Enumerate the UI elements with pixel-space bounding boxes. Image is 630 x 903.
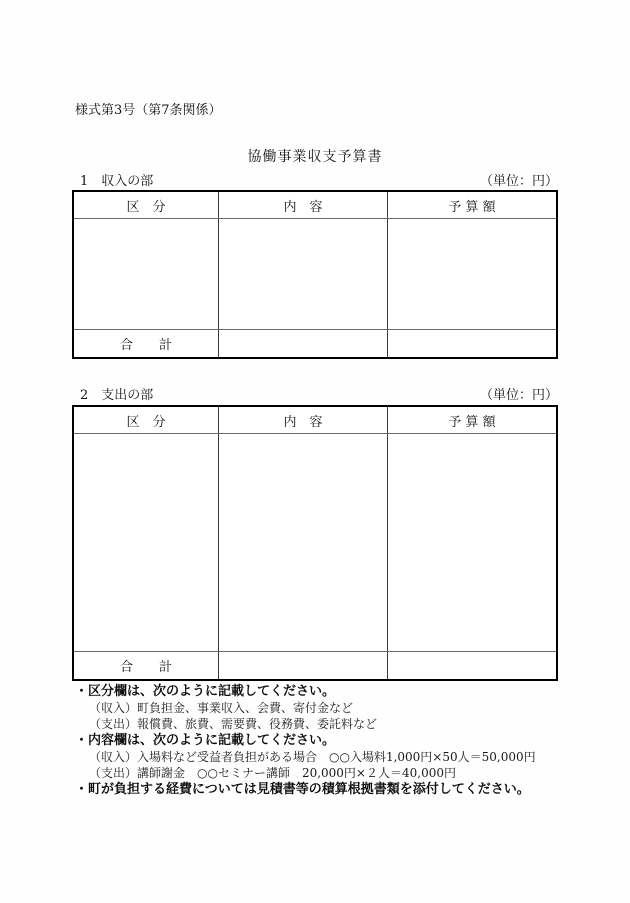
expense-table-total-row [74,651,556,679]
form-number: 様式第3号（第7条関係） [75,103,222,118]
expense-col-header-budget-amount: 予 算 額 [448,414,496,430]
note-line: ・町が負担する経費については見積書等の積算根拠書類を添付してください。 [75,782,530,797]
note-line: （収入）入場料など受益者負担がある場合 ○○入場料1,000円×50人＝50,000円 [89,750,536,764]
income-col-header-category: 区 分 [74,192,219,218]
unit-label-income: （単位：円） [479,174,558,189]
expense-table [72,405,558,681]
income-description-cell [219,219,388,329]
expense-col-header-description: 内 容 [219,407,388,433]
expense-col-header-category: 区 分 [74,407,219,433]
expense-description-cell [219,434,388,651]
expense-budget-amount-cell [388,434,556,651]
income-budget-amount-cell [388,219,556,329]
income-total-description-cell [219,330,388,357]
income-table-total-row [74,329,556,357]
note-line: （支出）報償費、旅費、需要費、役務費、委託料など [89,717,378,731]
unit-label-expense: （単位：円） [479,388,558,403]
expense-table-header-row [74,407,556,434]
expense-total-label: 合 計 [74,652,219,679]
section-heading-expense: 2 支出の部 [80,388,154,403]
note-line: ・内容欄は、次のように記載してください。 [75,733,336,748]
income-category-cell [74,219,219,329]
income-col-header-description: 内 容 [219,192,388,218]
expense-total-amount-cell [388,652,556,679]
expense-category-cell [74,434,219,651]
income-table [72,190,558,359]
page-title: 協働事業収支予算書 [247,149,383,165]
footnotes [75,683,575,798]
note-line: ・区分欄は、次のように記載してください。 [75,684,336,699]
expense-total-description-cell [219,652,388,679]
note-line: （支出）講師謝金 ○○セミナー講師 20,000円×２人＝40,000円 [89,766,456,780]
income-total-label: 合 計 [74,330,219,357]
expense-table-body-row [74,434,556,651]
section-heading-income: 1 収入の部 [80,174,154,189]
income-total-amount-cell [388,330,556,357]
income-table-body-row [74,219,556,329]
income-table-header-row [74,192,556,219]
note-line: （収入）町負担金、事業収入、会費、寄付金など [89,701,354,715]
income-col-header-budget-amount: 予 算 額 [448,199,496,215]
